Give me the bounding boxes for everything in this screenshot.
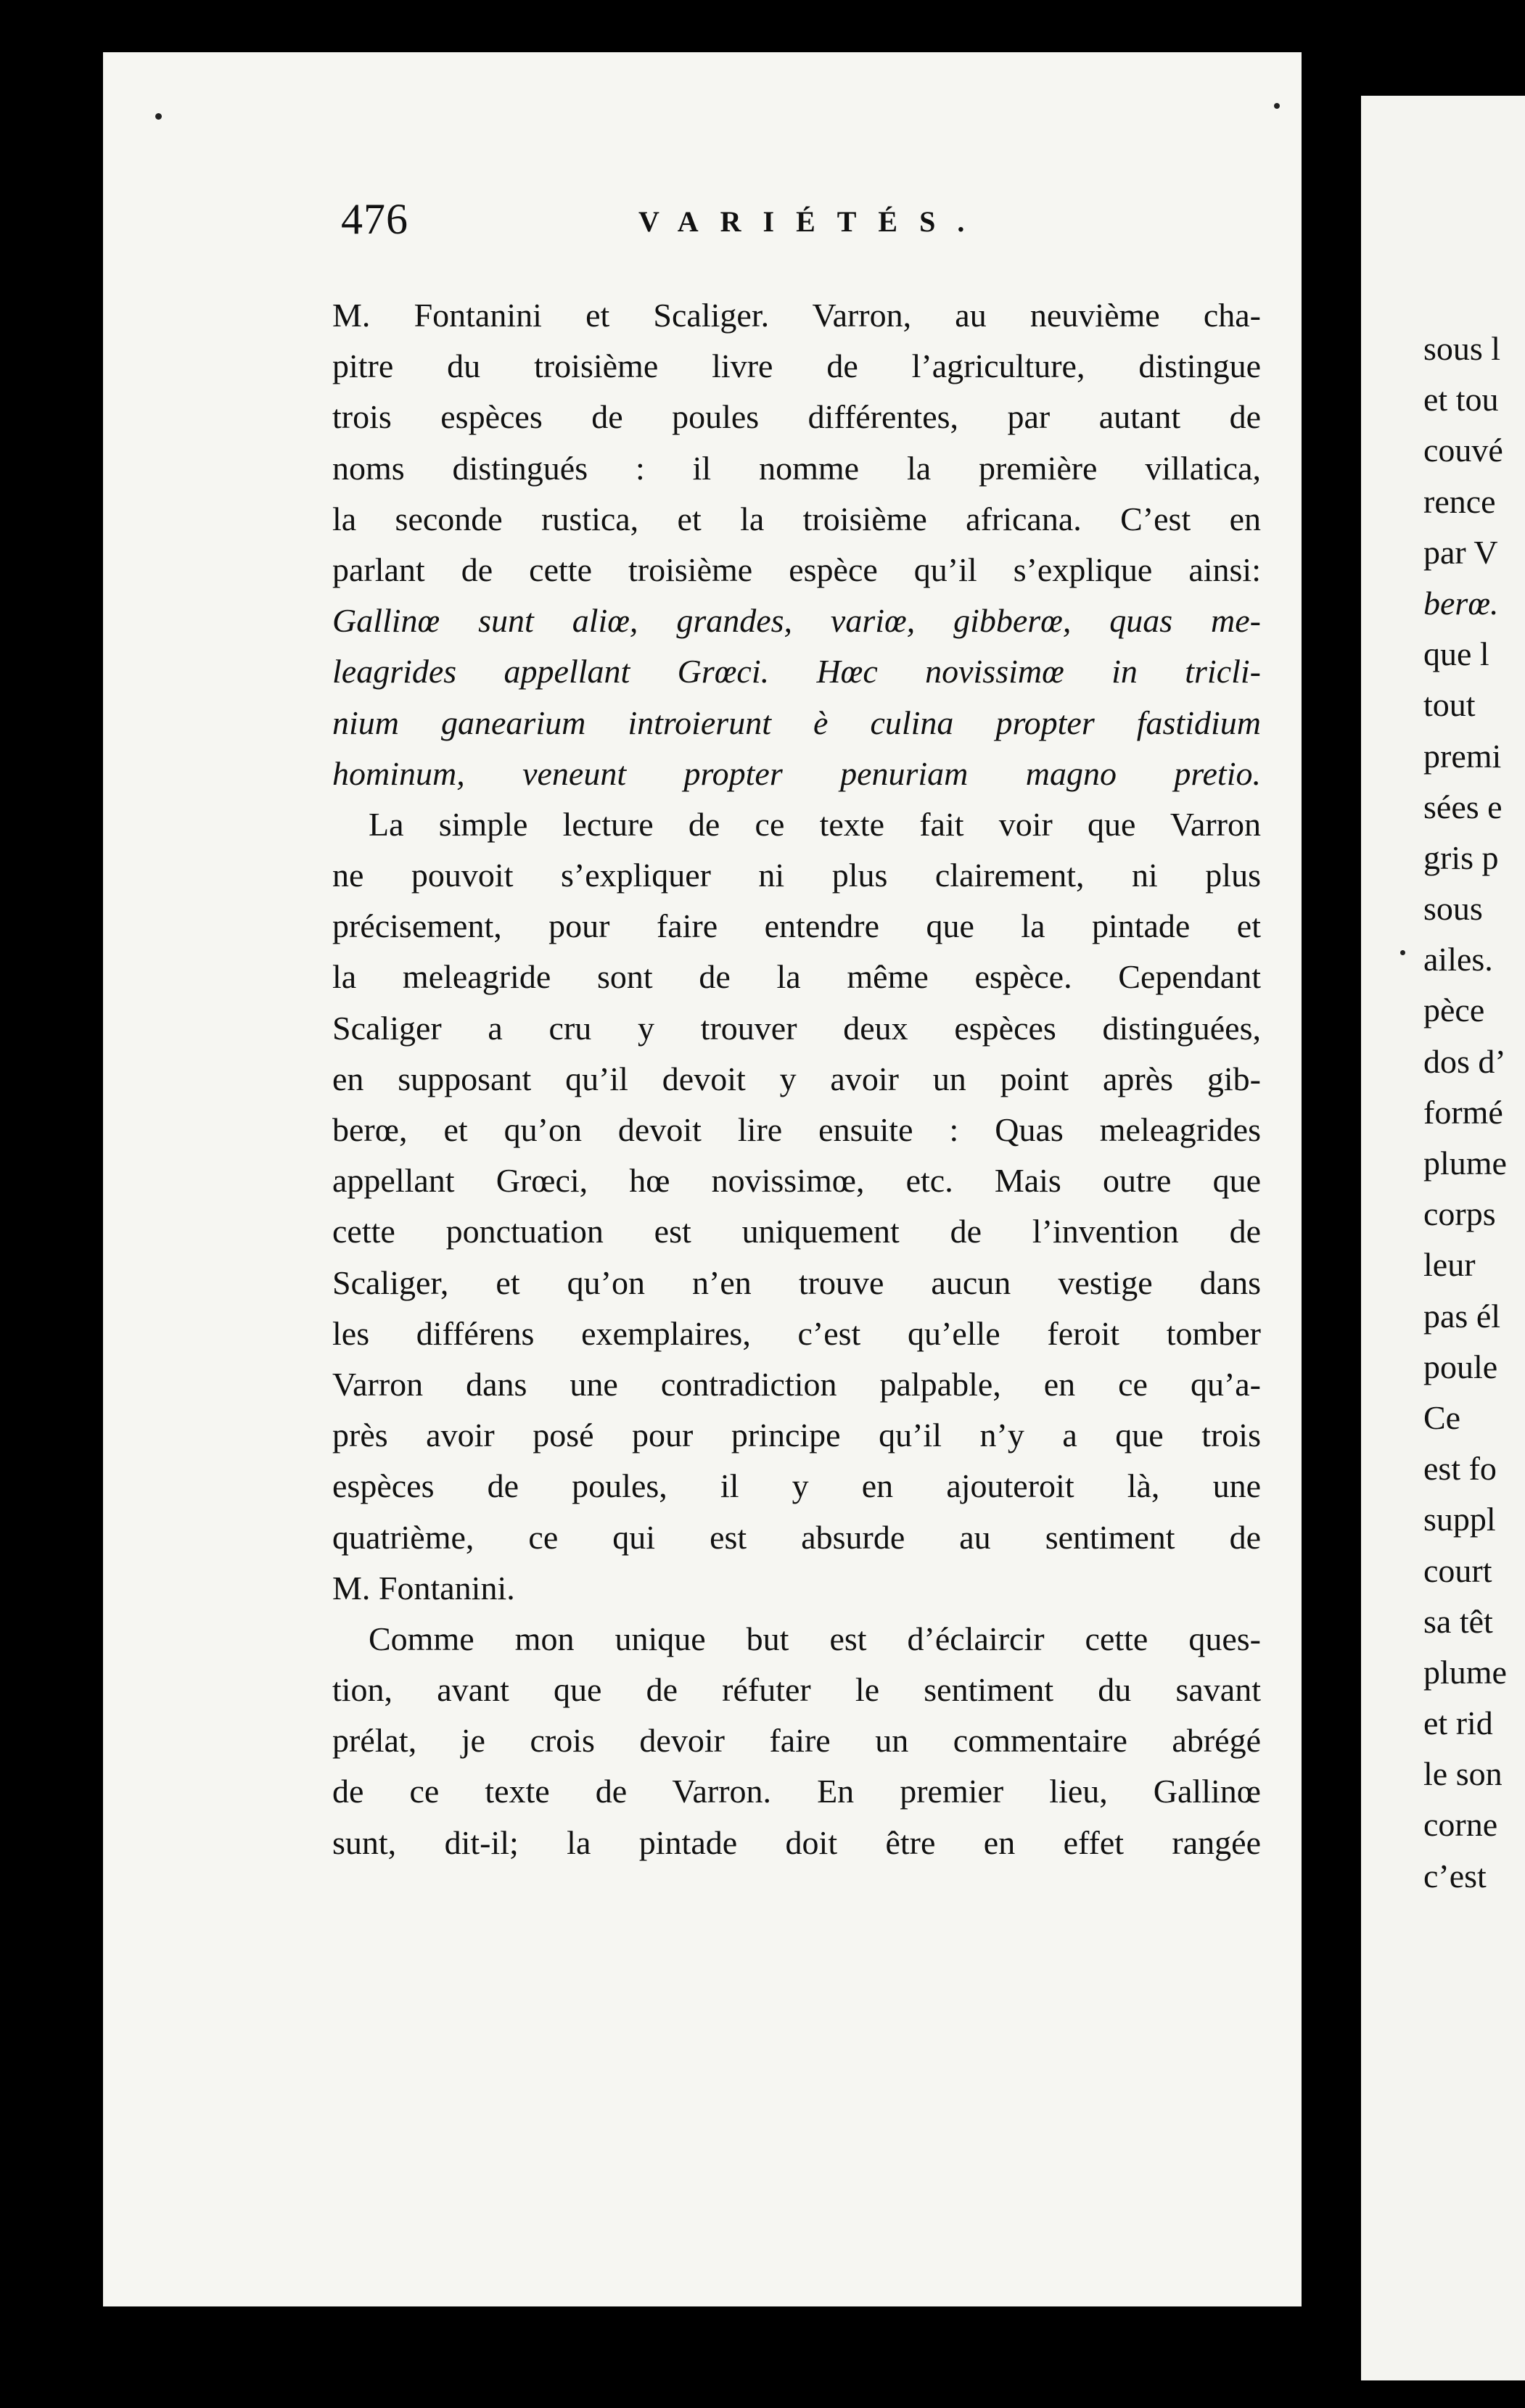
fragment-line: et tou [1423, 381, 1499, 418]
text-line: les différens exemplaires, c’est qu’elle feroit tomber [332, 1314, 1261, 1352]
fragment-line: sous [1423, 890, 1483, 928]
text-line: en supposant qu’il devoit y avoir un point après gib- [332, 1060, 1261, 1097]
text-line: hominum, veneunt propter penuriam magno pretio. [332, 754, 1261, 792]
fragment-line: couvé [1423, 432, 1503, 469]
fragment-line: gris p [1423, 838, 1499, 876]
fragment-line: leur [1423, 1246, 1476, 1284]
text-line: nium ganearium introierunt è culina propter fastidium [332, 704, 1261, 741]
fragment-line: Ce [1423, 1398, 1461, 1436]
text-line: de ce texte de Varron. En premier lieu, Gallinœ [332, 1773, 1261, 1810]
right-page-text-fragments [1423, 323, 1525, 1902]
fragment-line: premi [1423, 737, 1502, 775]
text-line: M. Fontanini. [332, 1569, 515, 1607]
fragment-line: est fo [1423, 1450, 1497, 1488]
text-line: espèces de poules, il y en ajouteroit là, une [332, 1467, 1261, 1505]
fragment-line: pèce [1423, 991, 1485, 1029]
fragment-line: plume [1423, 1145, 1507, 1182]
text-line: près avoir posé pour principe qu’il n’y a que trois [332, 1417, 1261, 1454]
fragment-line: par V [1423, 533, 1498, 571]
text-line: berœ, et qu’on devoit lire ensuite : Quas meleagrides [332, 1111, 1261, 1148]
text-line: M. Fontanini et Scaliger. Varron, au neuvième cha- [332, 297, 1261, 334]
fragment-line: sous l [1423, 330, 1501, 367]
main-text-block [332, 290, 1261, 1868]
text-line: parlant de cette troisième espèce qu’il s’explique ainsi: [332, 551, 1261, 588]
page-header [341, 194, 1284, 260]
text-line: précisement, pour faire entendre que la pintade et [332, 907, 1261, 945]
page-number: 476 [341, 195, 408, 243]
text-line: leagrides appellant Grœci. Hœc novissimœ in tricli- [332, 653, 1261, 690]
fragment-line: court [1423, 1551, 1492, 1589]
text-line: Scaliger a cru y trouver deux espèces distinguées, [332, 1009, 1261, 1047]
fragment-line: formé [1423, 1093, 1503, 1131]
fragment-line: berœ. [1423, 584, 1499, 622]
text-line: Varron dans une contradiction palpable, en ce qu’a- [332, 1365, 1261, 1403]
fragment-line: le son [1423, 1755, 1503, 1793]
text-line: Comme mon unique but est d’éclaircir cette ques- [369, 1620, 1261, 1657]
fragment-line: plume [1423, 1653, 1507, 1691]
fragment-line: dos d’ [1423, 1042, 1506, 1080]
fragment-line: tout [1423, 686, 1476, 724]
print-speck [1400, 950, 1405, 955]
fragment-line: que l [1423, 635, 1489, 673]
text-line: noms distingués : il nomme la première villatica, [332, 449, 1261, 487]
fragment-line: sa têt [1423, 1602, 1493, 1640]
text-line: Gallinœ sunt aliœ, grandes, variœ, gibberœ, quas me- [332, 602, 1261, 640]
text-line: prélat, je crois devoir faire un commentaire abrégé [332, 1722, 1261, 1760]
fragment-line: pas él [1423, 1297, 1501, 1335]
fragment-line: ailes. [1423, 941, 1493, 978]
text-line: la seconde rustica, et la troisième africana. C’est en [332, 500, 1261, 537]
fragment-line: suppl [1423, 1501, 1496, 1538]
fragment-line: corps [1423, 1195, 1496, 1233]
fragment-line: rence [1423, 482, 1496, 520]
fragment-line: c’est [1423, 1857, 1487, 1894]
text-line: tion, avant que de réfuter le sentiment du savant [332, 1671, 1261, 1709]
fragment-line: et rid [1423, 1704, 1493, 1742]
fragment-line: poule [1423, 1348, 1498, 1385]
text-line: quatrième, ce qui est absurde au sentiment de [332, 1518, 1261, 1556]
text-line: trois espèces de poules différentes, par autant de [332, 398, 1261, 436]
text-line: la meleagride sont de la même espèce. Cependant [332, 958, 1261, 996]
fragment-line: sées e [1423, 788, 1503, 825]
running-title: VARIÉTÉS. [638, 205, 987, 238]
text-line: ne pouvoit s’expliquer ni plus clairement, ni plus [332, 857, 1261, 894]
text-line: cette ponctuation est uniquement de l’invention de [332, 1213, 1261, 1250]
print-speck [155, 113, 162, 120]
text-line: La simple lecture de ce texte fait voir que Varron [369, 805, 1261, 843]
text-line: appellant Grœci, hœ novissimœ, etc. Mais outre que [332, 1162, 1261, 1200]
text-line: sunt, dit-il; la pintade doit être en effet rangée [332, 1823, 1261, 1861]
fragment-line: corne [1423, 1806, 1498, 1844]
print-speck [1274, 103, 1280, 109]
text-line: pitre du troisième livre de l’agriculture, distingue [332, 347, 1261, 385]
text-line: Scaliger, et qu’on n’en trouve aucun vestige dans [332, 1263, 1261, 1301]
